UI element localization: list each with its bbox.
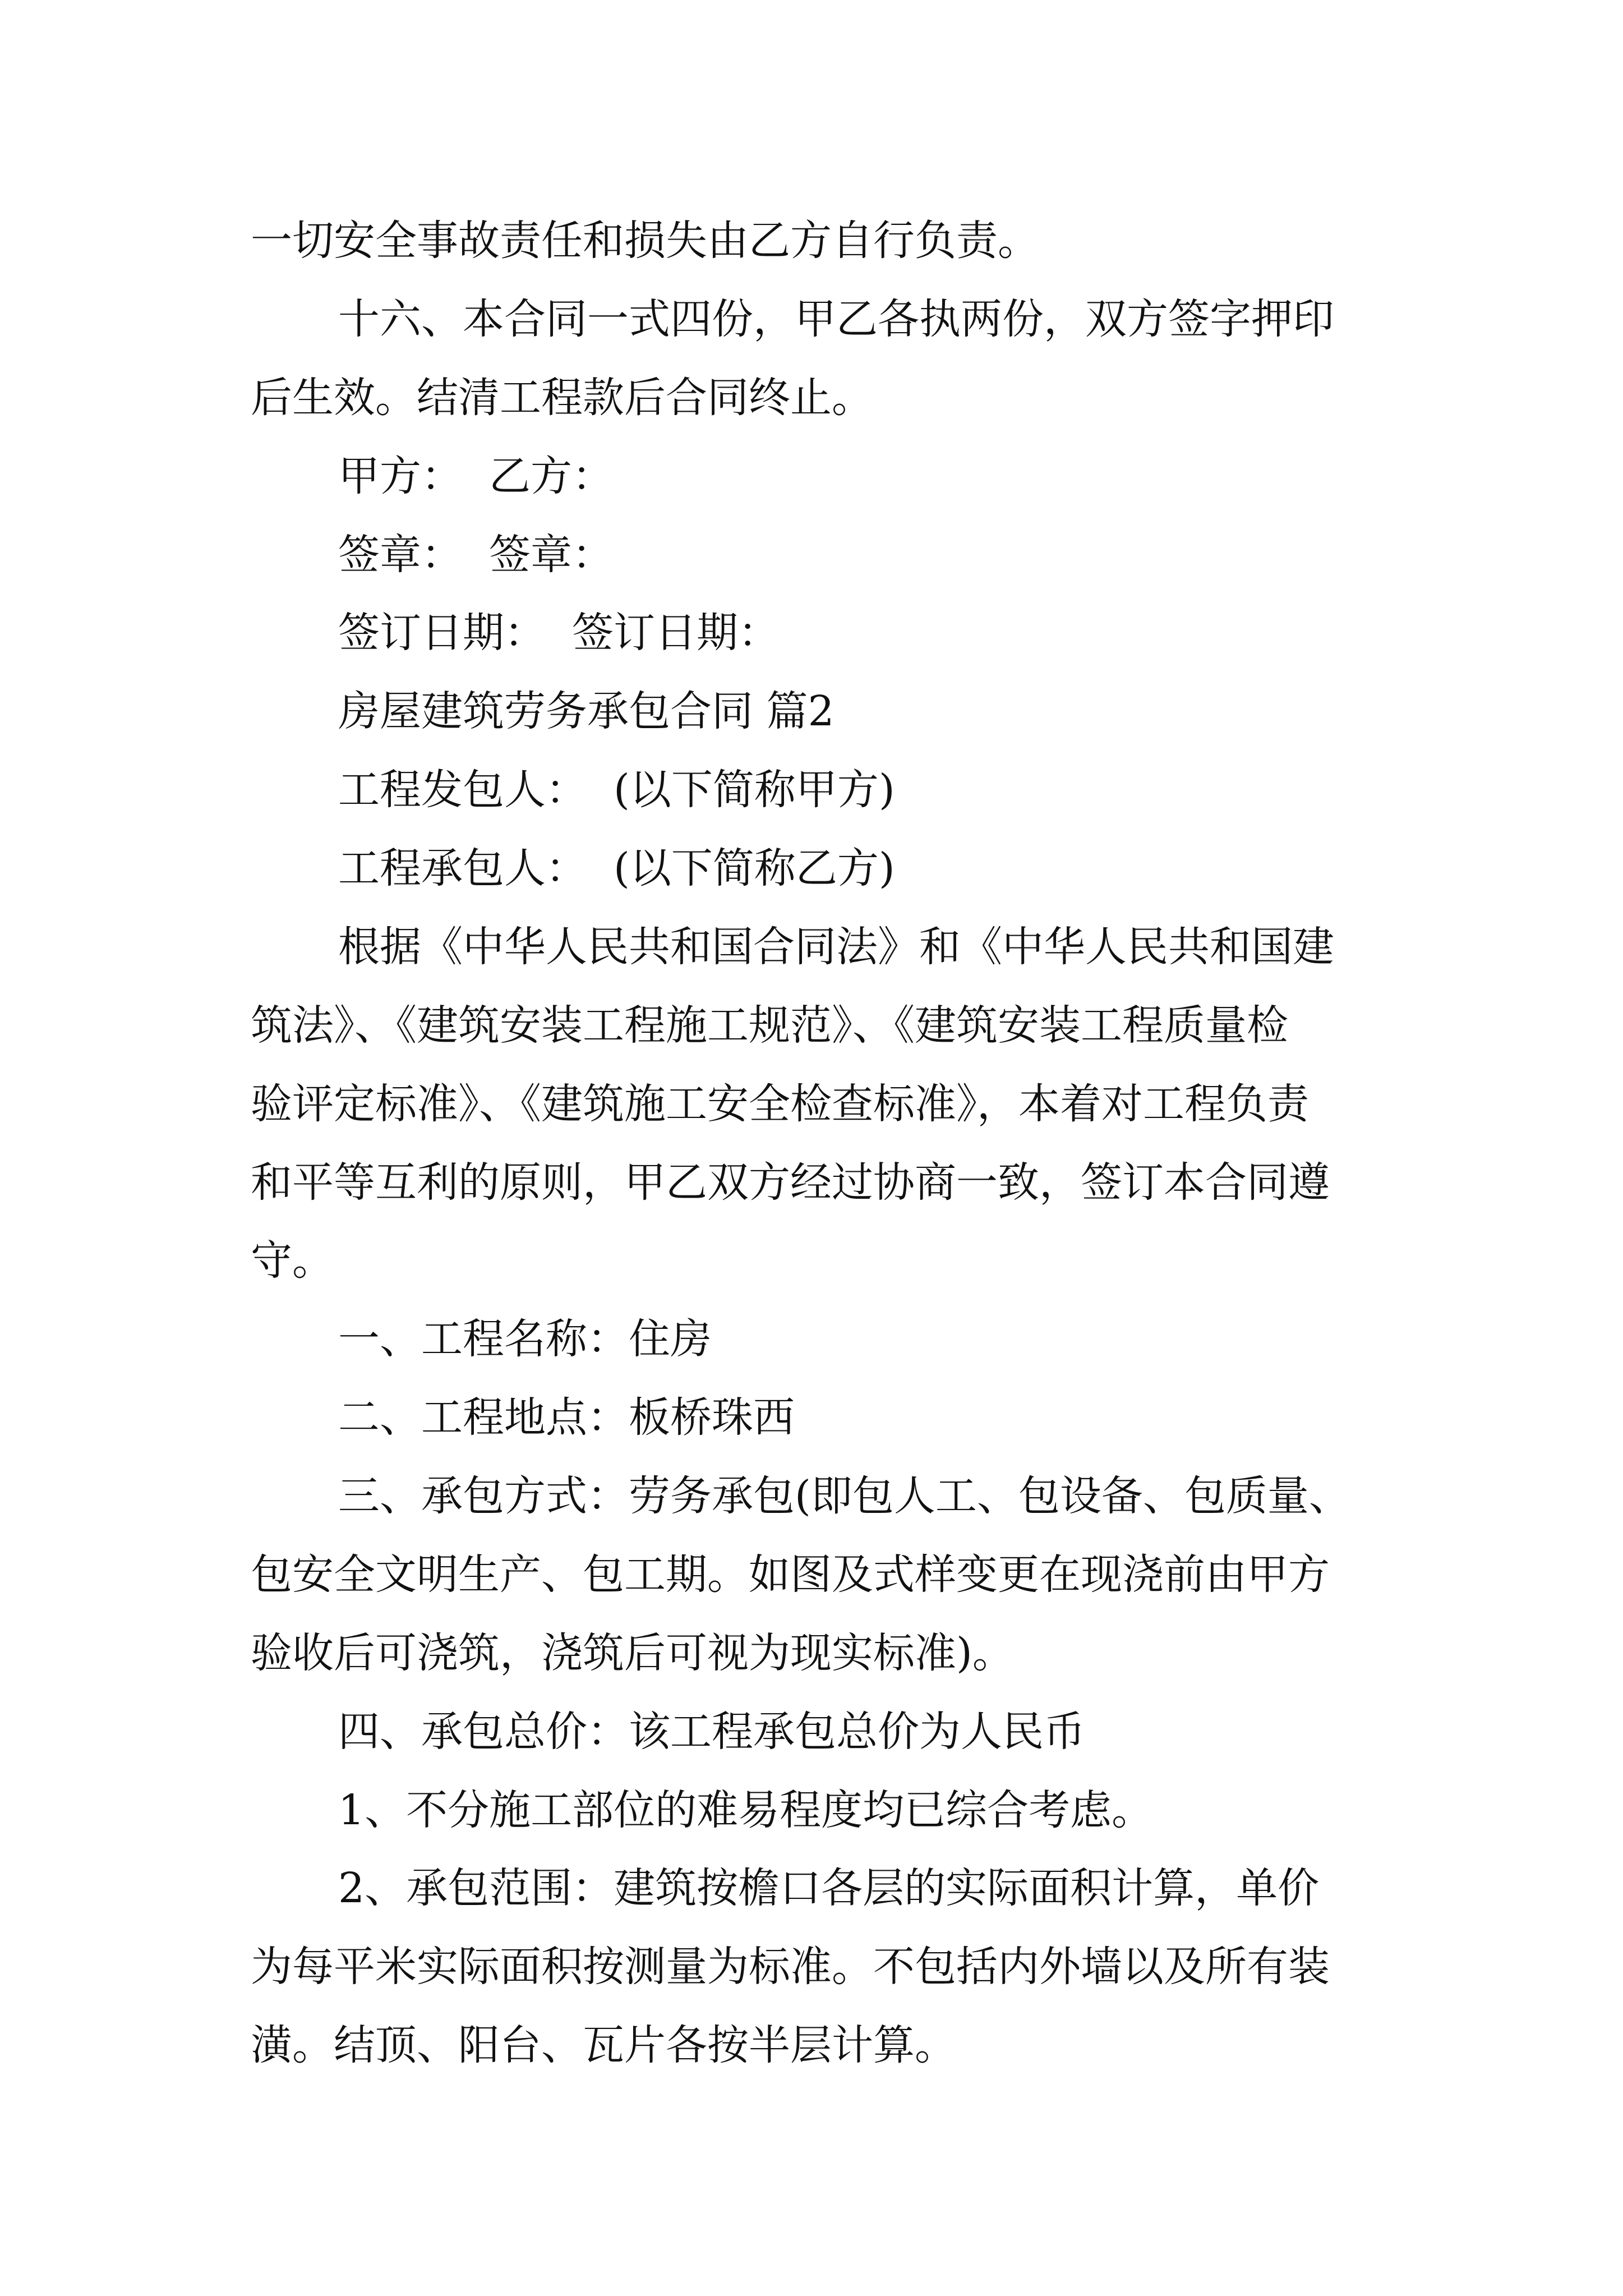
text-line: 2、承包范围：建筑按檐口各层的实际面积计算，单价 (338, 1864, 1320, 1912)
text-line: 筑法》、《建筑安装工程施工规范》、《建筑安装工程质量检 (251, 1001, 1288, 1050)
text-line: 和平等互利的原则，甲乙双方经过协商一致，签订本合同遵 (251, 1158, 1330, 1207)
text-line: 四、承包总价：该工程承包总价为人民币 (338, 1708, 1085, 1756)
text-line: 签章： 签章： (338, 531, 614, 579)
text-line: 守。 (251, 1236, 334, 1285)
text-line: 房屋建筑劳务承包合同 篇2 (338, 687, 834, 735)
text-line: 三、承包方式：劳务承包(即包人工、包设备、包质量、 (338, 1472, 1350, 1520)
text-line: 工程发包人： (以下简称甲方) (338, 766, 895, 814)
text-line: 一切安全事故责任和损失由乙方自行负责。 (251, 217, 1039, 265)
text-line: 工程承包人： (以下简称乙方) (338, 844, 895, 892)
text-line: 一、工程名称：住房 (338, 1315, 712, 1363)
text-line: 包安全文明生产、包工期。如图及式样变更在现浇前由甲方 (251, 1550, 1330, 1599)
text-line: 为每平米实际面积按测量为标准。不包括内外墙以及所有装 (251, 1943, 1330, 1991)
text-line: 潢。结顶、阳台、瓦片各按半层计算。 (251, 2021, 956, 2069)
text-line: 后生效。结清工程款后合同终止。 (251, 374, 873, 422)
text-line: 根据《中华人民共和国合同法》和《中华人民共和国建 (338, 923, 1334, 971)
text-line: 验收后可浇筑，浇筑后可视为现实标准)。 (251, 1629, 1014, 1677)
text-line: 签订日期： 签订日期： (338, 609, 780, 657)
text-line: 二、工程地点：板桥珠西 (338, 1393, 795, 1442)
text-line: 1、不分施工部位的难易程度均已综合考虑。 (338, 1786, 1154, 1834)
text-line: 甲方： 乙方： (338, 452, 614, 500)
text-line: 验评定标准》、《建筑施工安全检查标准》，本着对工程负责 (251, 1080, 1309, 1128)
text-line: 十六、本合同一式四份，甲乙各执两份，双方签字押印 (338, 295, 1334, 343)
